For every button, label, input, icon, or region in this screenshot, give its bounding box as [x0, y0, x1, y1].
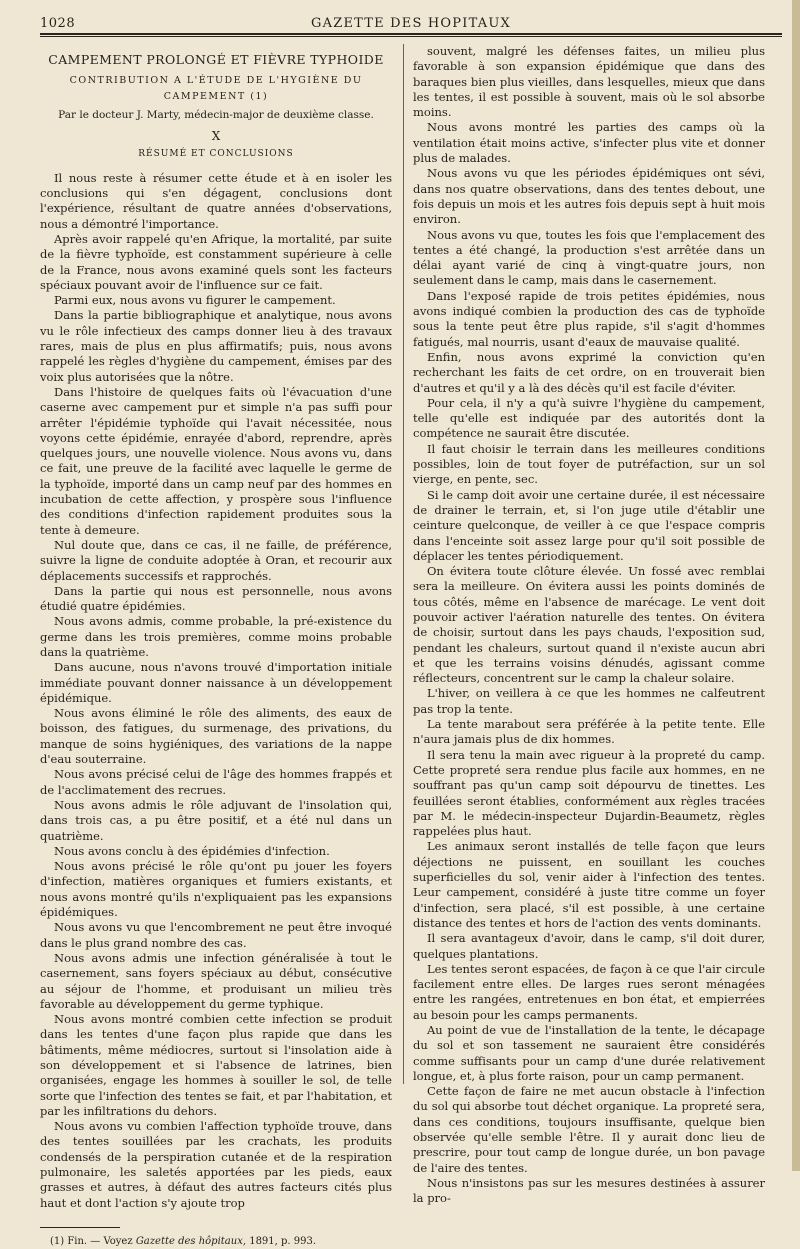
paragraph: Dans la partie qui nous est personnelle, nous avons étudié quatre épidémies.	[40, 583, 392, 614]
header-rule	[40, 33, 782, 35]
paragraph: Au point de vue de l'installation de la tente, le décapage du sol et son tassement ne sauraient être considérés comme suffisants pour un camp d'une durée relativement longue, et, à plus forte raison, pour un camp permanent.	[413, 1023, 765, 1083]
article-title: CAMPEMENT PROLONGÉ ET FIÈVRE TYPHOIDE	[48, 52, 384, 67]
paragraph: Parmi eux, nous avons vu figurer le campement.	[54, 293, 336, 308]
right-column-body	[413, 44, 765, 1207]
paragraph: Nous avons montré combien cette infection se produit dans les tentes d'une façon plus rapide que dans les bâtiments, même médiocres, surtout si l'insolation aide à son développement et si l'absence de latrines, bien organisées, engage les hommes à souiller le sol, de telle sorte que l'infection des tentes se fait, et par l'habitation, et par les infiltrations du dehors.	[40, 1012, 392, 1118]
paragraph: Nous avons conclu à des épidémies d'infection.	[54, 843, 330, 858]
paragraph: Il sera avantageux d'avoir, dans le camp, s'il doit durer, quelques plantations.	[413, 931, 765, 961]
paragraph: Nous avons vu que les périodes épidémiques ont sévi, dans nos quatre observations, dans des tentes debout, une fois depuis un mois et les autres fois depuis sept à huit mois environ.	[413, 166, 765, 227]
paragraph: Il nous reste à résumer cette étude et à en isoler les conclusions qui s'en dégagent, conclusions dont l'expérience, résultant de quatre années d'observations, nous a démontré l'importance.	[40, 170, 392, 231]
paragraph: Il sera tenu la main avec rigueur à la propreté du camp. Cette propreté sera rendue plus facile aux hommes, en ne souffrant pas qu'un camp soit dépourvu de tinettes. Les feuillées seront établies, conformément aux règles tracées par M. le médecin-inspecteur Dujardin-Beaumetz, règles rappelées plus haut.	[413, 747, 765, 839]
left-column	[40, 44, 392, 1249]
paragraph: Cette façon de faire ne met aucun obstacle à l'infection du sol qui absorbe tout déchet organique. La propreté sera, dans ces conditions, toujours insuffisante, quelque bien observée qu'elle semble l'être. Il y aurait donc lieu de prescrire, pour tout camp de longue durée, un bon pavage de l'aire des tentes.	[413, 1084, 765, 1175]
paragraph: Nous avons précisé le rôle qu'ont pu jouer les foyers d'infection, matières organiques et fumiers existants, et nous avons montré qu'ils n'expliquaient pas les expansions épidémiques.	[40, 859, 392, 920]
footnote-reference: 1891, p. 993.	[249, 1235, 317, 1247]
paragraph: Nous avons vu que l'encombrement ne peut être invoqué dans le plus grand nombre des cas.	[40, 920, 392, 950]
paragraph: Nous avons vu combien l'affection typhoïde trouve, dans des tentes souillées par les crachats, les produits condensés de la perspiration cutanée et de la respiration pulmonaire, les saletés apportées par les pieds, eaux grasses et autres, à défaut des autres facteurs cités plus haut et dont l'action s'y ajoute trop	[40, 1119, 392, 1210]
paragraph: Dans la partie bibliographique et analytique, nous avons vu le rôle infectieux des camps donner lieu à des travaux rares, mais de plus en plus affirmatifs; puis, nous avons rappelé les règles d'hygiène du campement, émises par des voix plus autorisées que la nôtre.	[40, 308, 392, 384]
footnote-marker: (1) Fin. — Voyez	[50, 1235, 133, 1247]
paragraph: On évitera toute clôture élevée. Un fossé avec remblai sera la meilleure. On évitera aussi les points dominés de tous côtés, même en l'absence de marécage. Le vent doit pouvoir activer l'aération naturelle des tentes. On évitera de choisir, surtout dans les pays chauds, l'exposition sud, pendant les chaleurs, surtout quand il n'existe aucun abri et que les terrains voisins dénudés, agissant comme réflecteurs, concentrent sur le camp la chaleur solaire.	[413, 564, 765, 686]
article-subtitle: CONTRIBUTION A L'ÉTUDE DE L'HYGIÈNE DU CAMPEMENT (1)	[69, 75, 363, 102]
paragraph: Dans l'exposé rapide de trois petites épidémies, nous avons indiqué combien la production des cas de typhoïde sous la tente peut être plus rapide, s'il s'agit d'hommes fatigués, mal nourris, usant d'eaux de mauvaise qualité.	[413, 288, 765, 349]
section-number: X	[211, 129, 221, 144]
paragraph: Les animaux seront installés de telle façon que leurs déjections ne puissent, en souillant les couches superficielles du sol, venir aider à l'infection des tentes. Leur campement, considéré à juste titre comme un foyer d'infection, sera placé, s'il est possible, à une certaine distance des tentes et hors de l'action des vents dominants.	[413, 839, 765, 930]
paragraph: Nous avons admis, comme probable, la pré-existence du germe dans les trois premières, comme moins probable dans la quatrième.	[40, 614, 392, 659]
page-number: 1028	[40, 16, 76, 31]
paragraph: Nous avons montré les parties des camps où la ventilation était moins active, s'infecter plus vite et donner plus de malades.	[413, 120, 765, 166]
paragraph: Nous avons admis une infection généralisée à tout le casernement, sans foyers spéciaux au début, consécutive au séjour de l'homme, et produisant un milieu très favorable au développement du germe typhique.	[40, 950, 392, 1011]
article-author: Par le docteur J. Marty, médecin-major de deuxième classe.	[58, 108, 374, 121]
paragraph: Si le camp doit avoir une certaine durée, il est nécessaire de drainer le terrain, et, si l'on juge utile d'établir une ceinture quelconque, de veiller à ce que l'espace compris dans l'enceinte soit assez large pour qu'il soit possible de déplacer les tentes périodiquement.	[413, 487, 765, 563]
footnote	[40, 1234, 392, 1249]
right-column	[413, 44, 765, 1207]
journal-title: GAZETTE DES HOPITAUX	[311, 16, 511, 31]
page-edge	[792, 0, 800, 1171]
paragraph: Dans l'histoire de quelques faits où l'évacuation d'une caserne avec campement pur et simple n'a pas suffi pour arrêter l'épidémie typhoïde qui l'avait nécessitée, nous voyons cette épidémie, enrayée d'abord, reprendre, après quelques jours, une nouvelle violence. Nous avons vu, dans ce fait, une preuve de la facilité avec laquelle le germe de la typhoïde, importé dans un camp neuf par des hommes en incubation de cette affection, y prospère sous l'influence des conditions d'infection rapidement produites sous la tente à demeure.	[40, 384, 392, 537]
paragraph: Enfin, nous avons exprimé la conviction qu'en recherchant les faits de cet ordre, on en trouverait bien d'autres et qu'il y a là des décès qu'il est facile d'éviter.	[413, 349, 765, 395]
paragraph: Après avoir rappelé qu'en Afrique, la mortalité, par suite de la fièvre typhoïde, est constamment supérieure à celle de la France, nous avons examiné quels sont les facteurs spéciaux pouvant avoir de l'influence sur ce fait.	[40, 231, 392, 292]
section-title: RÉSUMÉ ET CONCLUSIONS	[138, 149, 294, 160]
column-divider	[403, 44, 404, 1084]
paragraph: Nous avons précisé celui de l'âge des hommes frappés et de l'acclimatement des recrues.	[40, 767, 392, 797]
paragraph: La tente marabout sera préférée à la petite tente. Elle n'aura jamais plus de dix hommes.	[413, 717, 765, 747]
page-header	[40, 10, 782, 32]
paragraph: Nous n'insistons pas sur les mesures destinées à assurer la pro-	[413, 1175, 765, 1206]
paragraph: Les tentes seront espacées, de façon à ce que l'air circule facilement entre elles. De larges rues seront ménagées entre les rangées, entretenues en bon état, et empierrées au besoin pour les camps permanents.	[413, 961, 765, 1022]
paragraph: Nous avons vu que, toutes les fois que l'emplacement des tentes a été changé, la production s'est arrêtée dans un délai ayant varié de cinq à vingt-quatre jours, non seulement dans le camp, mais dans le casernement.	[413, 227, 765, 288]
paragraph: L'hiver, on veillera à ce que les hommes ne calfeutrent pas trop la tente.	[413, 686, 765, 716]
paragraph: Nous avons admis le rôle adjuvant de l'insolation qui, dans trois cas, a pu être positif, et a été nul dans un quatrième.	[40, 797, 392, 843]
paragraph: Nous avons éliminé le rôle des aliments, des eaux de boisson, des fatigues, du surmenage, des privations, du manque de soins hygiéniques, des variations de la nappe d'eau souterraine.	[40, 706, 392, 767]
footnote-source: Gazette des hôpitaux,	[135, 1235, 247, 1247]
paragraph: Pour cela, il n'y a qu'à suivre l'hygiène du campement, telle qu'elle est indiquée par des autorités dont la compétence ne saurait être discutée.	[413, 395, 765, 441]
footnote-rule	[40, 1227, 120, 1228]
header-rule-thin	[40, 36, 782, 37]
paragraph: Nul doute que, dans ce cas, il ne faille, de préférence, suivre la ligne de conduite adoptée à Oran, et recourir aux déplacements successifs et rapprochés.	[40, 537, 392, 583]
paragraph: Dans aucune, nous n'avons trouvé d'importation initiale immédiate pouvant donner naissance à un développement épidémique.	[40, 660, 392, 705]
paragraph: souvent, malgré les défenses faites, un milieu plus favorable à son expansion épidémique que dans des baraques bien plus vieilles, dans lesquelles, mieux que dans les tentes, il est possible à souvent, mais où le sol absorbe moins.	[413, 44, 765, 120]
paragraph: Il faut choisir le terrain dans les meilleures conditions possibles, loin de tout foyer de putréfaction, sur un sol vierge, en pente, sec.	[413, 441, 765, 487]
left-column-body	[40, 171, 392, 1211]
